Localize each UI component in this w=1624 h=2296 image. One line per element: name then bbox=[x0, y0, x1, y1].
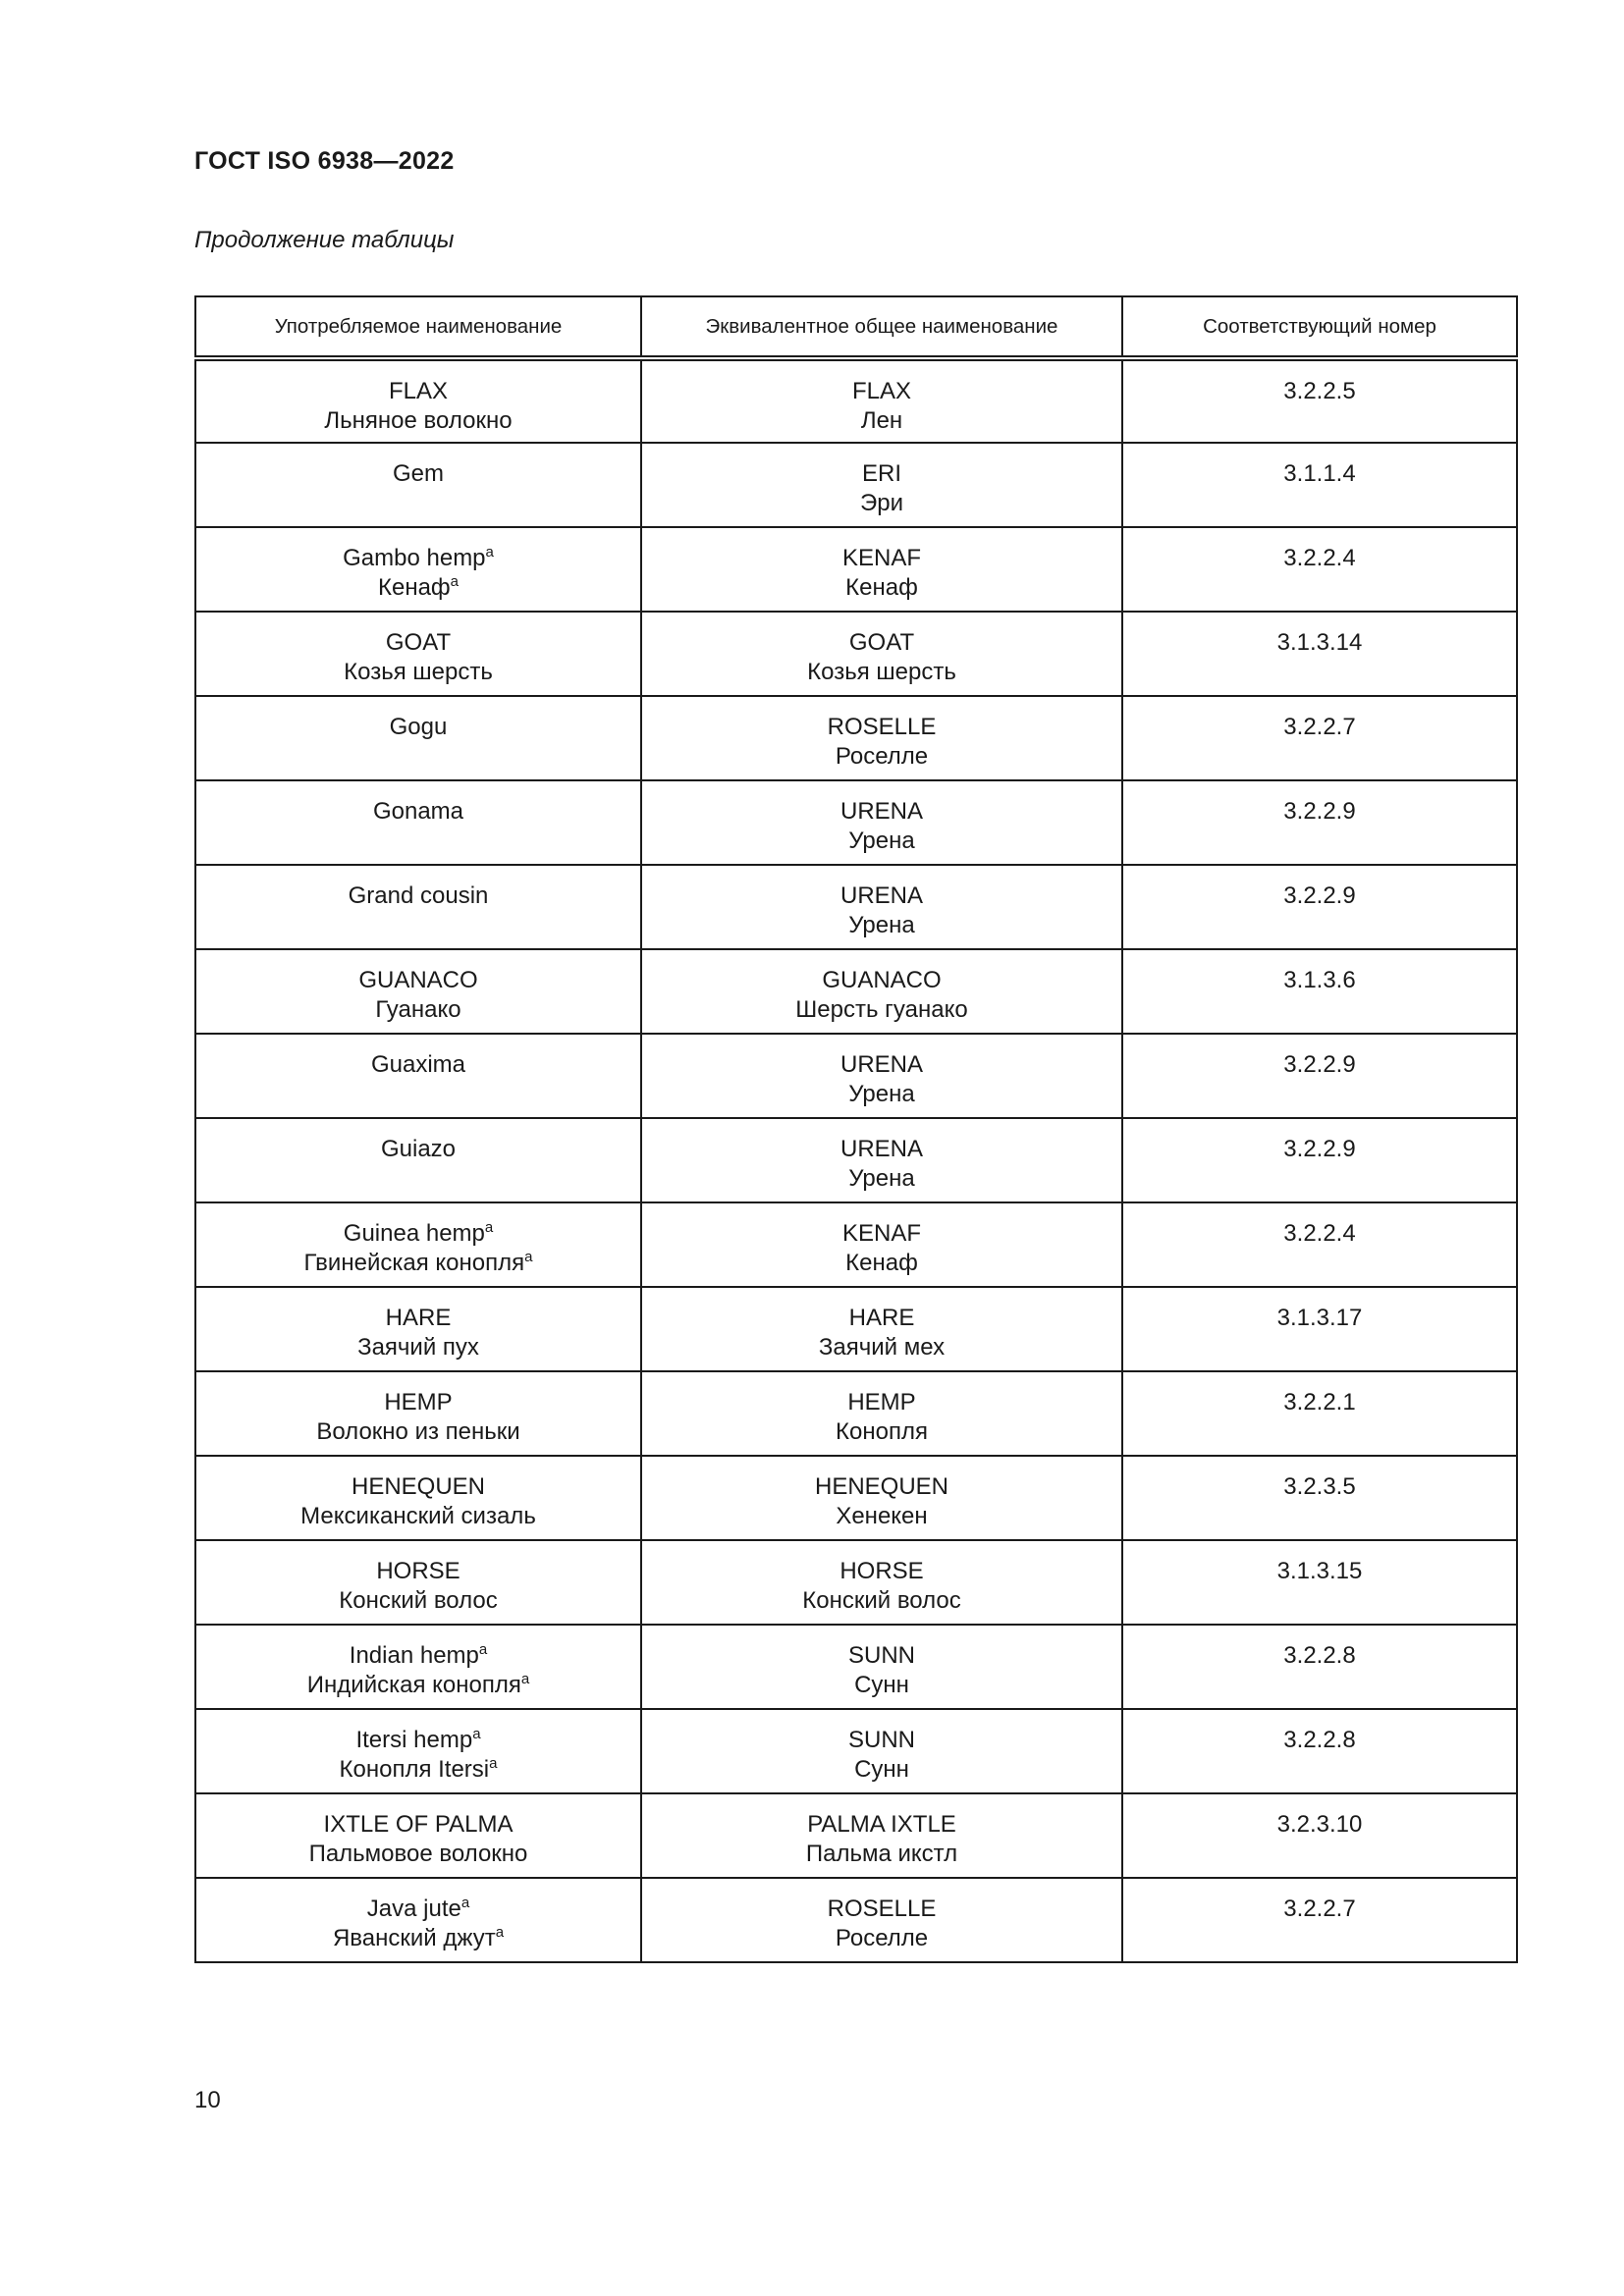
used-name-line bbox=[196, 628, 640, 658]
footnote-marker: a bbox=[484, 1219, 494, 1236]
equivalent-name-line: GUANACO bbox=[822, 967, 942, 993]
cell-equivalent-name bbox=[641, 612, 1122, 696]
used-name-text: FLAX bbox=[388, 378, 449, 404]
cell-used-name bbox=[195, 527, 641, 612]
cell-used-name bbox=[195, 1709, 641, 1793]
used-name-line bbox=[196, 377, 640, 406]
used-name-text: GOAT bbox=[385, 629, 452, 656]
used-name-line bbox=[196, 1472, 640, 1502]
cell-used-name bbox=[195, 780, 641, 865]
cell-equivalent-name bbox=[641, 443, 1122, 527]
cell-equivalent-name bbox=[641, 696, 1122, 780]
used-name-text: Guaxima bbox=[370, 1051, 466, 1078]
cell-equivalent-name bbox=[641, 1034, 1122, 1118]
used-name-line bbox=[196, 573, 640, 603]
table-row bbox=[195, 1118, 1517, 1202]
equivalent-name-line: Роселле bbox=[835, 743, 929, 770]
used-name-line bbox=[196, 1810, 640, 1840]
table-row bbox=[195, 1793, 1517, 1878]
cell-number: 3.1.3.14 bbox=[1122, 612, 1517, 696]
cell-equivalent-name bbox=[641, 1540, 1122, 1625]
used-name-text: Кенаф bbox=[377, 574, 451, 601]
cell-number: 3.2.2.7 bbox=[1122, 696, 1517, 780]
used-name-text: HARE bbox=[385, 1305, 452, 1331]
equivalent-name-line: Лен bbox=[860, 407, 903, 434]
used-name-text: Волокно из пеньки bbox=[316, 1418, 520, 1445]
footnote-marker: a bbox=[450, 573, 460, 590]
equivalent-name-line: Кенаф bbox=[845, 574, 918, 601]
used-name-text: Козья шерсть bbox=[344, 659, 493, 685]
used-name-text: Заячий пух bbox=[357, 1334, 479, 1361]
used-name-text: Gonama bbox=[372, 798, 464, 825]
cell-number: 3.2.2.9 bbox=[1122, 1118, 1517, 1202]
cell-number: 3.2.3.5 bbox=[1122, 1456, 1517, 1540]
equivalent-name-line: URENA bbox=[839, 798, 923, 825]
footnote-marker: a bbox=[485, 544, 494, 561]
used-name-line bbox=[196, 1586, 640, 1616]
used-name-line bbox=[196, 1219, 640, 1249]
cell-equivalent-name bbox=[641, 527, 1122, 612]
cell-used-name bbox=[195, 865, 641, 949]
table-row bbox=[195, 1287, 1517, 1371]
footnote-marker: a bbox=[524, 1249, 533, 1265]
equivalent-name-line: Конский волос bbox=[802, 1587, 961, 1614]
equivalent-name-line: GOAT bbox=[848, 629, 915, 656]
cell-equivalent-name bbox=[641, 358, 1122, 443]
cell-equivalent-name bbox=[641, 949, 1122, 1034]
used-name-text: GUANACO bbox=[358, 967, 478, 993]
cell-number: 3.2.2.8 bbox=[1122, 1709, 1517, 1793]
cell-used-name bbox=[195, 1878, 641, 1962]
fiber-names-table bbox=[194, 295, 1518, 1963]
cell-equivalent-name bbox=[641, 1625, 1122, 1709]
equivalent-name-line: Сунн bbox=[854, 1756, 909, 1783]
equivalent-name-line: Урена bbox=[848, 1165, 915, 1192]
cell-used-name bbox=[195, 1793, 641, 1878]
equivalent-name-line: PALMA IXTLE bbox=[807, 1811, 956, 1838]
cell-number: 3.2.2.7 bbox=[1122, 1878, 1517, 1962]
footnote-marker: a bbox=[489, 1755, 498, 1772]
used-name-text: Itersi hemp bbox=[355, 1727, 473, 1753]
used-name-text: HORSE bbox=[376, 1558, 460, 1584]
cell-equivalent-name bbox=[641, 780, 1122, 865]
used-name-line bbox=[196, 544, 640, 573]
equivalent-name-line: ROSELLE bbox=[827, 1896, 937, 1922]
cell-equivalent-name bbox=[641, 1878, 1122, 1962]
cell-equivalent-name bbox=[641, 1709, 1122, 1793]
equivalent-name-line: KENAF bbox=[841, 1220, 921, 1247]
used-name-text: Gem bbox=[392, 460, 444, 487]
cell-number: 3.2.2.1 bbox=[1122, 1371, 1517, 1456]
cell-number: 3.2.2.9 bbox=[1122, 865, 1517, 949]
used-name-text: Grand cousin bbox=[348, 882, 489, 909]
table-body bbox=[195, 358, 1517, 1962]
equivalent-name-line: Сунн bbox=[854, 1672, 909, 1698]
equivalent-name-line: KENAF bbox=[841, 545, 921, 571]
used-name-line bbox=[196, 1135, 640, 1164]
equivalent-name-line: SUNN bbox=[847, 1727, 915, 1753]
used-name-line bbox=[196, 713, 640, 742]
cell-used-name bbox=[195, 1287, 641, 1371]
used-name-text: Индийская конопля bbox=[306, 1672, 521, 1698]
table-row bbox=[195, 949, 1517, 1034]
equivalent-name-line: ERI bbox=[861, 460, 901, 487]
cell-number: 3.2.2.4 bbox=[1122, 527, 1517, 612]
equivalent-name-line: Эри bbox=[859, 490, 903, 516]
cell-number: 3.2.2.5 bbox=[1122, 358, 1517, 443]
used-name-line bbox=[196, 1502, 640, 1531]
cell-equivalent-name bbox=[641, 1371, 1122, 1456]
cell-used-name bbox=[195, 1118, 641, 1202]
cell-number: 3.2.2.9 bbox=[1122, 1034, 1517, 1118]
cell-equivalent-name bbox=[641, 1287, 1122, 1371]
equivalent-name-line: URENA bbox=[839, 1051, 923, 1078]
table-header-row bbox=[195, 296, 1517, 358]
used-name-line bbox=[196, 1924, 640, 1953]
used-name-text: IXTLE OF PALMA bbox=[323, 1811, 514, 1838]
cell-equivalent-name bbox=[641, 1793, 1122, 1878]
cell-number: 3.2.2.9 bbox=[1122, 780, 1517, 865]
cell-equivalent-name bbox=[641, 1118, 1122, 1202]
table-row bbox=[195, 612, 1517, 696]
cell-number: 3.1.3.6 bbox=[1122, 949, 1517, 1034]
used-name-line bbox=[196, 1557, 640, 1586]
used-name-text: Гуанако bbox=[375, 996, 461, 1023]
table-row bbox=[195, 1709, 1517, 1793]
used-name-line bbox=[196, 658, 640, 687]
used-name-text: HENEQUEN bbox=[351, 1473, 486, 1500]
used-name-text: Мексиканский сизаль bbox=[300, 1503, 536, 1529]
footnote-marker: a bbox=[478, 1641, 488, 1658]
cell-equivalent-name bbox=[641, 1456, 1122, 1540]
used-name-text: Gogu bbox=[389, 714, 448, 740]
column-header-equivalent-name: Эквивалентное общее наименование bbox=[641, 296, 1122, 358]
column-header-used-name: Употребляемое наименование bbox=[195, 296, 641, 358]
equivalent-name-line: HARE bbox=[848, 1305, 915, 1331]
footnote-marker: a bbox=[460, 1895, 470, 1911]
used-name-line bbox=[196, 797, 640, 827]
table-continuation-caption: Продолжение таблицы bbox=[194, 227, 455, 253]
cell-used-name bbox=[195, 696, 641, 780]
table-row bbox=[195, 1202, 1517, 1287]
table-row bbox=[195, 865, 1517, 949]
equivalent-name-line: ROSELLE bbox=[827, 714, 937, 740]
used-name-line bbox=[196, 1333, 640, 1362]
used-name-line bbox=[196, 1304, 640, 1333]
equivalent-name-line: Роселле bbox=[835, 1925, 929, 1951]
equivalent-name-line: Урена bbox=[848, 912, 915, 938]
column-header-number: Соответствующий номер bbox=[1122, 296, 1517, 358]
used-name-line bbox=[196, 406, 640, 436]
used-name-text: Indian hemp bbox=[349, 1642, 479, 1669]
used-name-line bbox=[196, 1895, 640, 1924]
table-row bbox=[195, 1625, 1517, 1709]
cell-number: 3.2.2.8 bbox=[1122, 1625, 1517, 1709]
cell-used-name bbox=[195, 1371, 641, 1456]
cell-number: 3.2.3.10 bbox=[1122, 1793, 1517, 1878]
used-name-text: HEMP bbox=[384, 1389, 453, 1415]
used-name-line bbox=[196, 1249, 640, 1278]
used-name-text: Guinea hemp bbox=[343, 1220, 485, 1247]
equivalent-name-line: Хенекен bbox=[836, 1503, 928, 1529]
used-name-text: Конопля Itersi bbox=[339, 1756, 490, 1783]
equivalent-name-line: URENA bbox=[839, 1136, 923, 1162]
equivalent-name-line: HEMP bbox=[847, 1389, 916, 1415]
equivalent-name-line: Кенаф bbox=[845, 1250, 918, 1276]
used-name-line bbox=[196, 1755, 640, 1785]
used-name-line bbox=[196, 1417, 640, 1447]
equivalent-name-line: Урена bbox=[848, 828, 915, 854]
used-name-line bbox=[196, 966, 640, 995]
table-row bbox=[195, 527, 1517, 612]
used-name-text: Льняное волокно bbox=[324, 407, 513, 434]
table-row bbox=[195, 358, 1517, 443]
cell-used-name bbox=[195, 358, 641, 443]
cell-used-name bbox=[195, 1202, 641, 1287]
document-code: ГОСТ ISO 6938—2022 bbox=[194, 147, 455, 175]
equivalent-name-line: HORSE bbox=[839, 1558, 924, 1584]
used-name-line bbox=[196, 881, 640, 911]
cell-used-name bbox=[195, 1034, 641, 1118]
cell-used-name bbox=[195, 1540, 641, 1625]
page-number: 10 bbox=[194, 2087, 221, 2113]
used-name-text: Gambo hemp bbox=[343, 545, 486, 571]
equivalent-name-line: Козья шерсть bbox=[807, 659, 956, 685]
table-row bbox=[195, 443, 1517, 527]
used-name-line bbox=[196, 1050, 640, 1080]
cell-number: 3.1.3.17 bbox=[1122, 1287, 1517, 1371]
used-name-text: Конский волос bbox=[339, 1587, 498, 1614]
equivalent-name-line: HENEQUEN bbox=[814, 1473, 949, 1500]
cell-number: 3.1.1.4 bbox=[1122, 443, 1517, 527]
used-name-text: Java jute bbox=[366, 1896, 461, 1922]
cell-used-name bbox=[195, 949, 641, 1034]
cell-number: 3.2.2.4 bbox=[1122, 1202, 1517, 1287]
cell-used-name bbox=[195, 1456, 641, 1540]
footnote-marker: a bbox=[495, 1924, 505, 1941]
cell-number: 3.1.3.15 bbox=[1122, 1540, 1517, 1625]
cell-equivalent-name bbox=[641, 1202, 1122, 1287]
footnote-marker: a bbox=[520, 1671, 530, 1687]
used-name-line bbox=[196, 1840, 640, 1869]
used-name-line bbox=[196, 995, 640, 1025]
used-name-text: Гвинейская конопля bbox=[303, 1250, 525, 1276]
used-name-line bbox=[196, 1671, 640, 1700]
table-row bbox=[195, 1456, 1517, 1540]
equivalent-name-line: Заячий мех bbox=[818, 1334, 946, 1361]
table-row bbox=[195, 1878, 1517, 1962]
used-name-line bbox=[196, 1388, 640, 1417]
table-row bbox=[195, 696, 1517, 780]
used-name-line bbox=[196, 1641, 640, 1671]
equivalent-name-line: Шерсть гуанако bbox=[795, 996, 968, 1023]
equivalent-name-line: Пальма икстл bbox=[805, 1841, 958, 1867]
table-row bbox=[195, 1034, 1517, 1118]
used-name-text: Пальмовое волокно bbox=[308, 1841, 528, 1867]
used-name-line bbox=[196, 1726, 640, 1755]
table-row bbox=[195, 1540, 1517, 1625]
footnote-marker: a bbox=[472, 1726, 481, 1742]
cell-used-name bbox=[195, 1625, 641, 1709]
equivalent-name-line: URENA bbox=[839, 882, 923, 909]
table-row bbox=[195, 1371, 1517, 1456]
equivalent-name-line: Урена bbox=[848, 1081, 915, 1107]
table-row bbox=[195, 780, 1517, 865]
equivalent-name-line: Конопля bbox=[836, 1418, 928, 1445]
cell-used-name bbox=[195, 443, 641, 527]
cell-used-name bbox=[195, 612, 641, 696]
cell-equivalent-name bbox=[641, 865, 1122, 949]
equivalent-name-line: SUNN bbox=[847, 1642, 915, 1669]
used-name-text: Guiazo bbox=[380, 1136, 457, 1162]
equivalent-name-line: FLAX bbox=[851, 378, 912, 404]
used-name-text: Яванский джут bbox=[332, 1925, 496, 1951]
used-name-line bbox=[196, 459, 640, 489]
